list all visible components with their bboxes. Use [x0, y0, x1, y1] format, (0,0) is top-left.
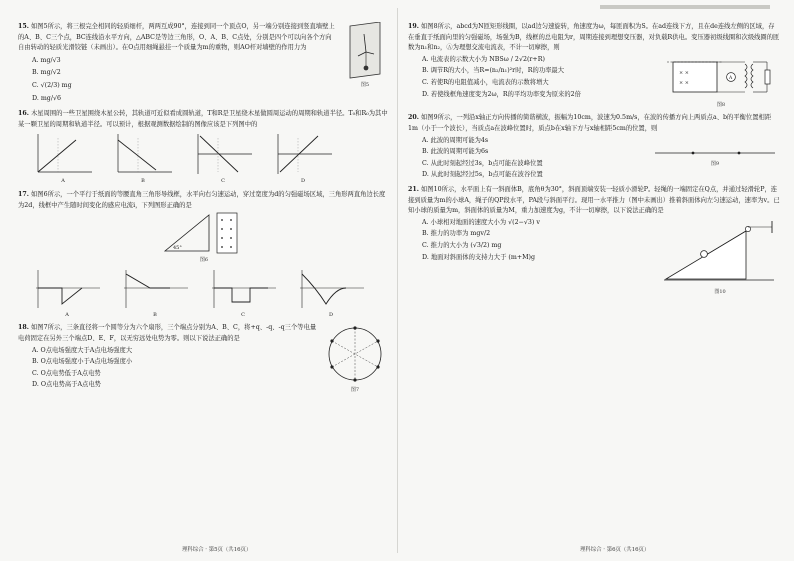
option-c: C. 若使R的电阻值减小，电流表的示数将增大: [422, 78, 549, 86]
footer-right: 理科综合 · 第6页（共16页）: [580, 547, 650, 553]
coil-transformer-diagram: [665, 54, 777, 100]
figure-caption: 图7: [350, 387, 360, 394]
graph-c: [192, 132, 254, 187]
option-d: D. O点电势高于A点电势: [32, 381, 101, 389]
option-b: B. 调节R的大小，当R=(n₂/n₁)²r时，R的功率最大: [422, 67, 565, 75]
header-strip: [600, 5, 770, 9]
figure-5: [340, 22, 390, 106]
option-a: A. 此波的周期可能为4s: [422, 136, 489, 144]
question-16: [18, 109, 390, 187]
question-15: [18, 22, 390, 106]
option-c: C. O点电势低于A点电势: [32, 369, 101, 377]
graph-label: B: [153, 311, 157, 318]
question-19: [408, 22, 780, 110]
graph-label: A: [65, 311, 69, 318]
option-a: A. mg/√3: [32, 56, 61, 64]
question-18: [18, 323, 390, 396]
question-text: 如图6所示，一个平行于纸面的等腰直角三角形导线框，水平向右匀速运动，穿过宽度为d的匀强磁场区域，三角形两直角边长度为2d，线框中产生随时间变化的感应电流i，下列图形正确的是: [18, 190, 386, 209]
current-graph-a: [32, 268, 102, 321]
option-a: A. O点电场强度大于A点电场强度大: [32, 346, 133, 354]
question-number: 20.: [408, 114, 419, 122]
graph-label: A: [61, 178, 65, 185]
option-d: D. 若使线框角速度变为2ω，R的平均功率变为原来的2倍: [422, 90, 581, 98]
svg-text:A: A: [729, 75, 733, 81]
question-text: 木星周围的一些卫星围绕木星公转，其轨道可近似看成圆轨道，T和R是卫星绕木星做圆周运动的周期和轨道半径。T₀和R₀为其中某一颗卫星的周期和轨道半径。可以预计，根据观测数据绘制的图像应该是下列图中的: [18, 110, 388, 128]
question-text: 如图7所示，三条直径将一个圆等分为六个扇形，三个端点分别为A、B、C，将+q、-q、-q三个等电量电荷固定在另外三个端点D、E、F，以无穷远处电势为零。则以下说法正确的是: [18, 324, 317, 342]
option-b: B. 此波的周期可能为6s: [422, 148, 489, 156]
option-c: C. 推力的大小为 (√3/2) mg: [422, 241, 502, 249]
graph-label: D: [300, 178, 305, 185]
option-d: D. mg/√6: [32, 94, 61, 102]
page-divider: [397, 8, 398, 553]
current-graph-c: [208, 268, 278, 321]
figure-7: [320, 323, 390, 396]
circle-charges-diagram: [324, 323, 386, 385]
figure-caption: 图6: [199, 257, 209, 264]
question-text: 如图8所示，abcd为N匝矩形线圈，以ad边匀速旋转，角速度为ω，每匝面积为S。在ad连线下方，且在de连线左侧的区域，存在垂直于纸面向里的匀强磁场，场强为B，线框的总电阻为r，周期连接到理想变压器，对负载R供电。变压器初级线圈和次级线圈的匝数为n₁和n₂，Ⓐ为理想交流电流表，不计一切摩擦，则: [408, 23, 780, 52]
figure-6: [18, 211, 390, 266]
question-number: 19.: [408, 23, 419, 30]
option-c: C. √(2/3) mg: [32, 81, 72, 89]
question-number: 16.: [18, 110, 29, 118]
current-graphs: [32, 268, 390, 321]
answer-graphs: [32, 132, 390, 187]
figure-caption: 图10: [714, 288, 726, 295]
option-a: A. 电流表的示数大小为 NBSω / 2√2(r+R): [422, 55, 545, 63]
figure-caption: 图8: [716, 101, 726, 108]
figure-caption: 图9: [710, 160, 720, 167]
graph-label: B: [141, 178, 145, 185]
svg-text:× ×: × ×: [679, 69, 689, 76]
triangle-field-diagram: [159, 211, 249, 255]
angle-label: 45°: [173, 245, 182, 252]
question-text: 如图10所示，水平面上有一斜面体B，底角θ为30°，斜面顶端安装一轻质小滑轮P。轻绳的一端固定在Q点，并通过轻滑轮P，连接到质量为m的小球A，绳子的QP段水平，PA段与斜面平行。现用一水平推力（图中未画出）推着斜面体向左匀速运动，速率为v。已知小球的质量为m，斜面体的质量为M，重力加速度为g，不计一切摩擦，以下说法正确的是: [408, 185, 780, 215]
option-d: D. 地面对斜面体的支持力大于 (m+M)g: [422, 253, 536, 261]
question-text: 如图9所示，一列沿x轴正方向传播的简谐横波，振幅为10cm，波速为0.5m/s，在波的传播方向上两质点a、b的平衡位置相距1m（小于一个波长），当质点a在波峰位置时，质点b在x轴下方与x轴相距5cm的位置，则: [408, 114, 772, 132]
graph-b: [112, 132, 174, 187]
option-c: C. 从此时刻起经过3s，b点可能在波峰位置: [422, 159, 543, 167]
wave-axis-diagram: [653, 145, 777, 159]
footer-left: 理科综合 · 第5页（共16页）: [182, 547, 252, 553]
figure-caption: 图5: [360, 82, 370, 88]
option-b: B. 推力的功率为 mgv/2: [422, 230, 491, 238]
question-number: 18.: [18, 324, 29, 332]
question-20: [408, 113, 780, 182]
question-21: [408, 185, 780, 297]
options: [18, 55, 336, 105]
question-number: 15.: [18, 23, 29, 30]
graph-label: C: [221, 178, 225, 185]
graph-label: D: [328, 311, 333, 318]
graph-a: [32, 132, 94, 187]
wall-rod-diagram: [344, 22, 386, 80]
option-b: B. mg/√2: [32, 69, 61, 77]
graph-d: [272, 132, 334, 187]
current-graph-b: [120, 268, 190, 321]
left-page: [18, 22, 390, 399]
question-text: 如图5所示，将三根完全相同的轻质细杆，两两互成90°，连接到同一个顶点O，另一端分别连接到竖直墙壁上的A、B、C三个点，BC连线沿水平方向，△ABC是等边三角形，O、A、B、C点处，分别是四个可以向各个方向自由转动的轻质光滑铰链（未画出）。在O点用细绳悬挂一个质量为m的重物，则AO杆对墙壁的作用力为: [18, 23, 335, 52]
question-number: 17.: [18, 190, 29, 198]
question-number: 21.: [408, 185, 419, 193]
figure-10: [660, 217, 780, 298]
figure-9: [650, 135, 780, 182]
figure-8: [662, 54, 780, 111]
incline-pulley-diagram: [662, 217, 778, 287]
option-b: B. O点电场强度小于A点电场强度小: [32, 358, 133, 366]
option-a: A. 小球相对地面的速度大小为 √(2−√3) v: [422, 218, 540, 226]
svg-text:× ×: × ×: [679, 79, 689, 86]
graph-label: C: [241, 311, 245, 318]
current-graph-d: [296, 268, 366, 321]
right-page: [408, 22, 780, 300]
option-d: D. 从此时刻起经过5s，b点可能在波谷位置: [422, 171, 543, 179]
question-17: [18, 190, 390, 320]
